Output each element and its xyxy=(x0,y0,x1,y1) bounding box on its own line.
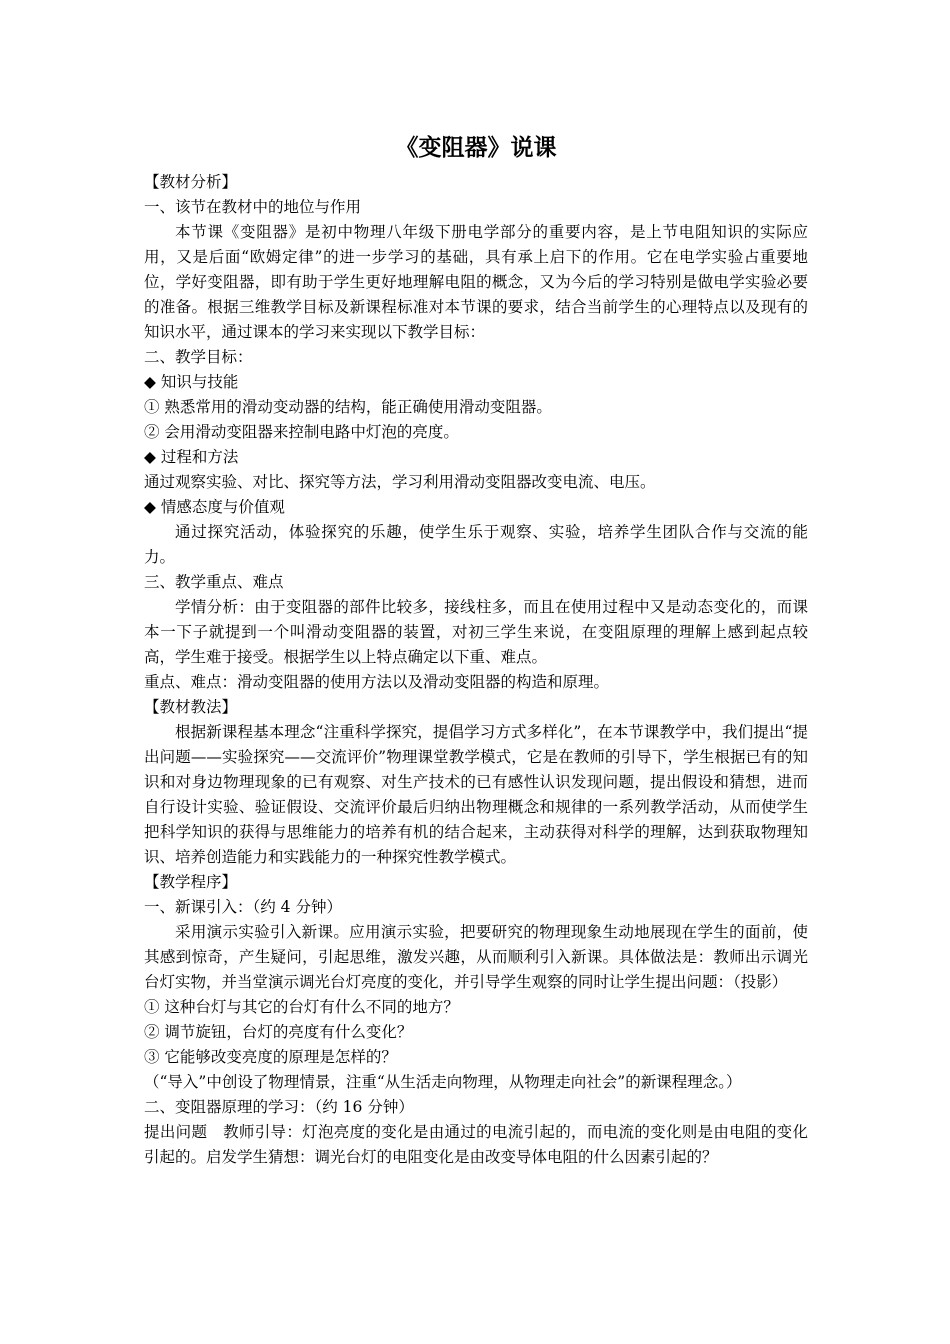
section-heading: 【教材分析】 xyxy=(144,173,238,191)
section-heading: 【教材教法】 xyxy=(144,698,238,716)
paragraph: 采用演示实验引入新课。应用演示实验，把要研究的物理现象生动地展现在学生的面前，使其感到惊奇，产生疑问，引起思维，激发兴趣，从而顺利引入新课。具体做法是：教师出示调光台灯实物，并当堂演示调光台灯亮度的变化，并引导学生观察的同时让学生提出问题：（投影） xyxy=(144,923,808,991)
section-heading: 【教学程序】 xyxy=(144,873,238,891)
goal-heading: ◆ 知识与技能 xyxy=(144,373,239,391)
paragraph: 通过探究活动，体验探究的乐趣，使学生乐于观察、实验，培养学生团队合作与交流的能力。 xyxy=(144,523,808,566)
paragraph: 提出问题 教师引导：灯泡亮度的变化是由通过的电流引起的，而电流的变化则是由电阻的变化引起的。启发学生猜想：调光台灯的电阻变化是由改变导体电阻的什么因素引起的？ xyxy=(144,1123,808,1166)
paragraph-line: 重点、难点：滑动变阻器的使用方法以及滑动变阻器的构造和原理。 xyxy=(144,673,610,691)
paragraph: 学情分析：由于变阻器的部件比较多，接线柱多，而且在使用过程中又是动态变化的，而课本一下子就提到一个叫滑动变阻器的装置，对初三学生来说，在变阻原理的理解上感到起点较高，学生难于接受。根据学生以上特点确定以下重、难点。 xyxy=(144,598,808,666)
paragraph: 根据新课程基本理念“注重科学探究，提倡学习方式多样化”，在本节课教学中，我们提出“提出问题——实验探究——交流评价”物理课堂教学模式，它是在教师的引导下，学生根据已有的知识和对身边物理现象的已有观察、对生产技术的已有感性认识发现问题，提出假设和猜想，进而自行设计实验、验证假设、交流评价最后归纳出物理概念和规律的一系列教学活动，从而使学生把科学知识的获得与思维能力的培养有机的结合起来，主动获得对科学的理解，达到获取物理知识、培养创造能力和实践能力的一种探究性教学模式。 xyxy=(144,723,808,866)
subsection-heading: 三、教学重点、难点 xyxy=(144,573,284,591)
list-item: ① 这种台灯与其它的台灯有什么不同的地方？ xyxy=(144,998,459,1016)
subsection-heading: 一、新课引入：（约 4 分钟） xyxy=(144,898,342,916)
paragraph: 本节课《变阻器》是初中物理八年级下册电学部分的重要内容，是上节电阻知识的实际应用，又是后面“欧姆定律”的进一步学习的基础，具有承上启下的作用。它在电学实验占重要地位，学好变阻器，即有助于学生更好地理解电阻的概念，又为今后的学习特别是做电学实验必要的准备。根据三维教学目标及新课程标准对本节课的要求，结合当前学生的心理特点以及现有的知识水平，通过课本的学习来实现以下教学目标： xyxy=(144,223,808,341)
goal-heading: ◆ 情感态度与价值观 xyxy=(144,498,285,516)
list-item: ① 熟悉常用的滑动变动器的结构，能正确使用滑动变阻器。 xyxy=(144,398,552,416)
document-page xyxy=(144,130,808,1170)
list-item: ② 调节旋钮，台灯的亮度有什么变化？ xyxy=(144,1023,413,1041)
list-item: ③ 它能够改变亮度的原理是怎样的？ xyxy=(144,1048,397,1066)
paragraph-line: （“导入”中创设了物理情景，注重“从生活走向物理，从物理走向社会”的新课程理念。） xyxy=(144,1073,742,1091)
list-item: ② 会用滑动变阻器来控制电路中灯泡的亮度。 xyxy=(144,423,459,441)
document-body xyxy=(144,170,808,1170)
subsection-heading: 一、该节在教材中的地位与作用 xyxy=(144,198,362,216)
subsection-heading: 二、变阻器原理的学习：（约 16 分钟） xyxy=(144,1098,414,1116)
paragraph-line: 通过观察实验、对比、探究等方法，学习利用滑动变阻器改变电流、电压。 xyxy=(144,473,656,491)
document-title: 《变阻器》说课 xyxy=(395,134,557,161)
goal-heading: ◆ 过程和方法 xyxy=(144,448,239,466)
subsection-heading: 二、教学目标： xyxy=(144,348,253,366)
